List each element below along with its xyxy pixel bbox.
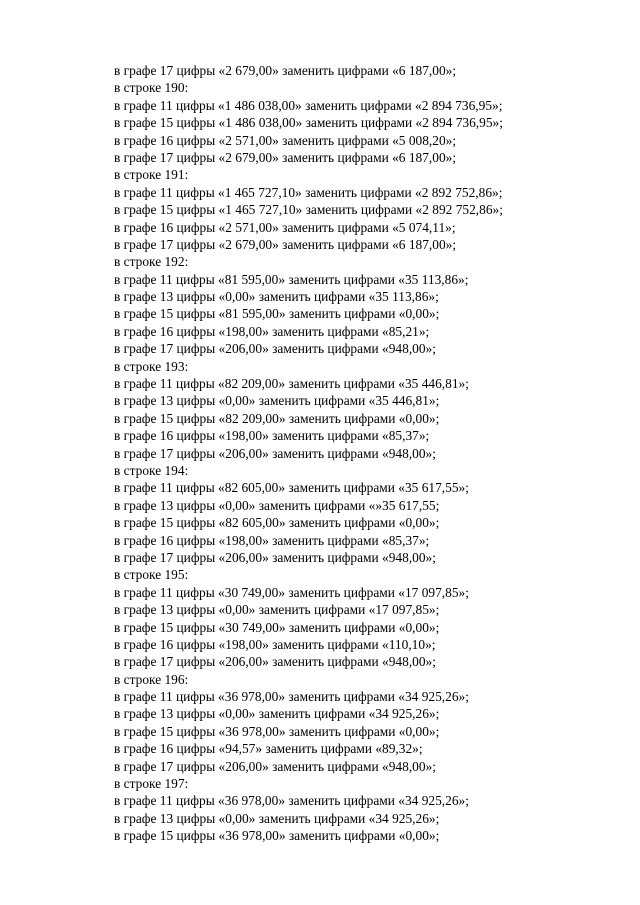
text-line: в графе 11 цифры «30 749,00» заменить цифрами «17 097,85»;	[114, 584, 469, 600]
text-line: в графе 13 цифры «0,00» заменить цифрами «35 446,81»;	[114, 393, 440, 409]
text-line: в графе 16 цифры «198,00» заменить цифрами «85,37»;	[114, 532, 430, 548]
text-line: в графе 13 цифры «0,00» заменить цифрами «»35 617,55;	[114, 497, 440, 513]
text-line: в графе 13 цифры «0,00» заменить цифрами «34 925,26»;	[114, 706, 440, 722]
text-line: в графе 16 цифры «198,00» заменить цифрами «85,37»;	[114, 428, 430, 444]
text-line: в графе 11 цифры «82 209,00» заменить цифрами «35 446,81»;	[114, 376, 469, 392]
text-line: в графе 11 цифры «36 978,00» заменить цифрами «34 925,26»;	[114, 689, 469, 705]
text-line: в графе 15 цифры «36 978,00» заменить цифрами «0,00»;	[114, 723, 440, 739]
text-line: в графе 11 цифры «1 486 038,00» заменить цифрами «2 894 736,95»;	[114, 97, 503, 113]
text-line: в графе 15 цифры «1 486 038,00» заменить цифрами «2 894 736,95»;	[114, 115, 503, 131]
row-heading: в строке 194:	[114, 462, 189, 478]
row-heading: в строке 196:	[114, 671, 189, 687]
text-line: в графе 16 цифры «2 571,00» заменить цифрами «5 074,11»;	[114, 219, 456, 235]
text-line: в графе 13 цифры «0,00» заменить цифрами «17 097,85»;	[114, 602, 440, 618]
row-heading: в строке 192:	[114, 254, 189, 270]
text-line: в графе 11 цифры «82 605,00» заменить цифрами «35 617,55»;	[114, 480, 469, 496]
text-line: в графе 16 цифры «2 571,00» заменить цифрами «5 008,20»;	[114, 132, 457, 148]
document-page	[114, 62, 614, 845]
text-line: в графе 15 цифры «81 595,00» заменить цифрами «0,00»;	[114, 306, 440, 322]
text-line: в графе 17 цифры «206,00» заменить цифрами «948,00»;	[114, 758, 436, 774]
text-line: в графе 15 цифры «82 605,00» заменить цифрами «0,00»;	[114, 515, 440, 531]
text-line: в графе 11 цифры «36 978,00» заменить цифрами «34 925,26»;	[114, 793, 469, 809]
text-line: в графе 17 цифры «206,00» заменить цифрами «948,00»;	[114, 549, 436, 565]
row-heading: в строке 197:	[114, 776, 189, 792]
row-heading: в строке 191:	[114, 167, 189, 183]
text-line: в графе 15 цифры «30 749,00» заменить цифрами «0,00»;	[114, 619, 440, 635]
text-line: в графе 11 цифры «1 465 727,10» заменить цифрами «2 892 752,86»;	[114, 184, 503, 200]
row-heading: в строке 190:	[114, 80, 189, 96]
row-heading: в строке 195:	[114, 567, 189, 583]
text-line: в графе 13 цифры «0,00» заменить цифрами «35 113,86»;	[114, 289, 439, 305]
text-line: в графе 17 цифры «2 679,00» заменить цифрами «6 187,00»;	[114, 149, 457, 165]
text-line: в графе 17 цифры «206,00» заменить цифрами «948,00»;	[114, 341, 436, 357]
text-line: в графе 17 цифры «206,00» заменить цифрами «948,00»;	[114, 654, 436, 670]
text-line: в графе 17 цифры «206,00» заменить цифрами «948,00»;	[114, 445, 436, 461]
text-line: в графе 15 цифры «36 978,00» заменить цифрами «0,00»;	[114, 828, 440, 844]
text-line: в графе 15 цифры «1 465 727,10» заменить цифрами «2 892 752,86»;	[114, 202, 503, 218]
text-line: в графе 17 цифры «2 679,00» заменить цифрами «6 187,00»;	[114, 63, 457, 78]
text-line: в графе 16 цифры «198,00» заменить цифрами «110,10»;	[114, 636, 436, 652]
text-line: в графе 16 цифры «94,57» заменить цифрами «89,32»;	[114, 741, 423, 757]
row-heading: в строке 193:	[114, 358, 189, 374]
text-line: в графе 15 цифры «82 209,00» заменить цифрами «0,00»;	[114, 410, 440, 426]
text-line: в графе 16 цифры «198,00» заменить цифрами «85,21»;	[114, 323, 430, 339]
text-line: в графе 11 цифры «81 595,00» заменить цифрами «35 113,86»;	[114, 271, 469, 287]
text-line: в графе 13 цифры «0,00» заменить цифрами «34 925,26»;	[114, 810, 440, 826]
text-line: в графе 17 цифры «2 679,00» заменить цифрами «6 187,00»;	[114, 236, 457, 252]
